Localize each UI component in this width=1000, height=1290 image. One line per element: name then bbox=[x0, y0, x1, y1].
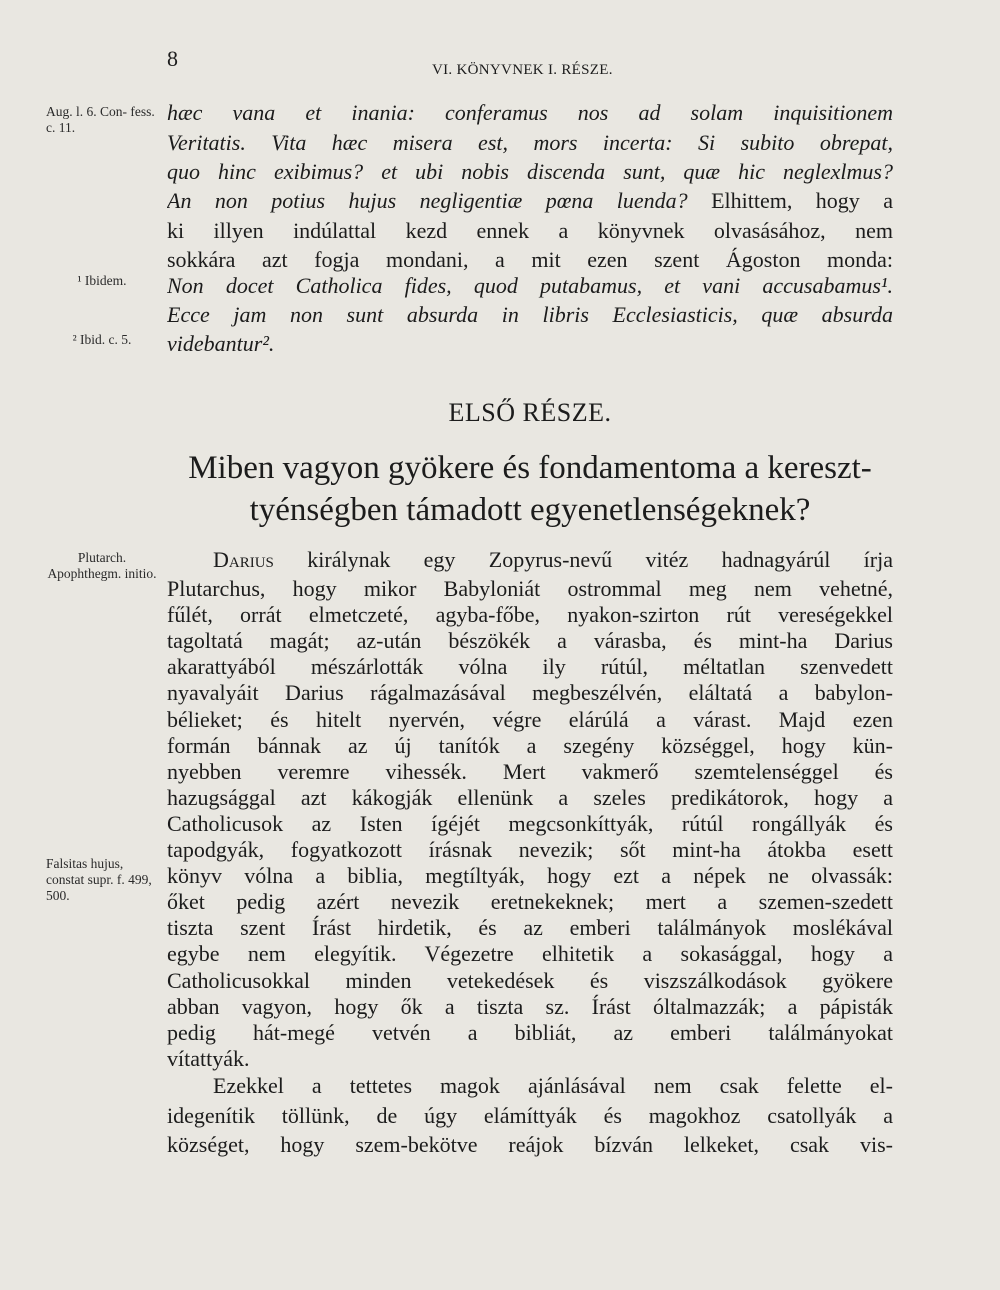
text-line: nyavalyáit Darius rágalmazásával megbeszélvén, eláltatá a babylon- bbox=[167, 680, 893, 706]
text-line: nyebben veremre vihessék. Mert vakmerő szemtelenséggel és bbox=[167, 758, 893, 784]
text-line: őket pedig azért nevezik eretnekeknek; mert a szemen-szedett bbox=[167, 889, 893, 915]
margin-note-ibid-c5: ² Ibid. c. 5. bbox=[72, 332, 132, 347]
text-line: akarattyából mészárlották vólna ily rútúl, méltatlan szenvedett bbox=[167, 654, 893, 680]
intro-line: ki illyen indúlattal kezd ennek a könyvnek olvasásához, nem bbox=[167, 218, 893, 243]
intro-line: Non docet Catholica fides, quod putabamus, et vani accusabamus¹. bbox=[167, 273, 893, 298]
page-number: 8 bbox=[167, 46, 178, 71]
text-line: idegenítik töllünk, de úgy elámíttyák és magokhoz csatollyák a bbox=[167, 1102, 893, 1128]
text-line: Ezekkel a tettetes magok ajánlásával nem csak felette el- bbox=[213, 1073, 893, 1098]
text-line: formán bánnak az új tanítók a szegény községgel, hogy kün- bbox=[167, 732, 893, 758]
intro-line: Veritatis. Vita hæc misera est, mors incerta: Si subito obrepat, bbox=[167, 130, 893, 155]
intro-line: sokkára azt fogja mondani, a mit ezen szent Ágoston monda: bbox=[167, 247, 893, 272]
text-line: bélieket; és hitelt nyervén, végre elárúlá a várast. Majd ezen bbox=[167, 706, 893, 732]
margin-note-plutarch: Plutarch. Apophthegm. initio. bbox=[47, 550, 157, 581]
drop-word: Darius bbox=[213, 547, 274, 572]
hungarian-phrase: Elhittem, hogy a bbox=[711, 188, 893, 213]
para1-first-line bbox=[213, 547, 893, 573]
intro-line: hæc vana et inania: conferamus nos ad solam inquisitionem bbox=[167, 100, 893, 125]
text-line: tiszta szent Írást hirdetik, és az emberi találmányok moslékával bbox=[167, 915, 893, 941]
chapter-heading-line-1: Miben vagyon gyökere és fondamentoma a kereszt- bbox=[188, 450, 872, 486]
text-line: községet, hogy szem-bekötve reájok bízván lelkeket, csak vis- bbox=[167, 1132, 893, 1157]
text-line: egybe nem elegyítik. Végezetre elhitetik a sokasággal, hogy a bbox=[167, 941, 893, 967]
text-line: hazugsággal azt kákogják ellenünk a szeles predikátorok, hogy a bbox=[167, 784, 893, 810]
intro-line: videbantur². bbox=[167, 331, 275, 356]
section-title: ELSŐ RÉSZE. bbox=[448, 398, 612, 427]
text-line: Plutarchus, hogy mikor Babyloniát ostrommal meg nem vehetné, bbox=[167, 576, 893, 601]
latin-phrase: An non potius hujus negligentiæ pœna luenda? bbox=[167, 188, 712, 213]
running-head: VI. KÖNYVNEK I. RÉSZE. bbox=[432, 62, 613, 78]
text-line: Catholicusok az Isten ígéjét megcsonkíttyák, rútúl rongállyák és bbox=[167, 810, 893, 836]
text-line: abban vagyon, hogy ők a tiszta sz. Írást óltalmazzák; a pápisták bbox=[167, 993, 893, 1019]
text-line: fűlét, orrát elmetczeté, agyba-főbe, nyakon-szirton rút vereségekkel bbox=[167, 602, 893, 628]
margin-note-falsitas: Falsitas hujus, constat supr. f. 499, 500. bbox=[46, 856, 152, 903]
text-line: pedig hát-megé vetvén a bibliát, az emberi találmányokat bbox=[167, 1019, 893, 1045]
margin-note-ibidem: ¹ Ibidem. bbox=[77, 273, 127, 288]
page-header bbox=[0, 44, 1000, 84]
intro-line: quo hinc exibimus? et ubi nobis discenda sunt, quæ hic neglexlmus? bbox=[167, 159, 893, 184]
intro-line bbox=[167, 188, 893, 214]
text-line: tagoltatá magát; az-után bészökék a várasba, és mint-ha Darius bbox=[167, 628, 893, 654]
text-line: Catholicusokkal minden vetekedések és viszszálkodások gyökere bbox=[167, 967, 893, 993]
text-line: könyv vólna a biblia, megtíltyák, hogy ezt a népek ne olvassák: bbox=[167, 863, 893, 889]
text-line: tapodgyák, fogyatkozott írásnak nevezik; sőt mint-ha átokba esett bbox=[167, 837, 893, 862]
text-line: vítattyák. bbox=[167, 1045, 250, 1071]
margin-note-aug: Aug. l. 6. Con- fess. c. 11. bbox=[46, 104, 155, 135]
intro-line: Ecce jam non sunt absurda in libris Ecclesiasticis, quæ absurda bbox=[167, 302, 893, 327]
chapter-heading-line-2: tyénségben támadott egyenetlenségeknek? bbox=[249, 492, 811, 528]
para1-first-rest: királynak egy Zopyrus-nevű vitéz hadnagyárúl írja bbox=[307, 547, 893, 572]
